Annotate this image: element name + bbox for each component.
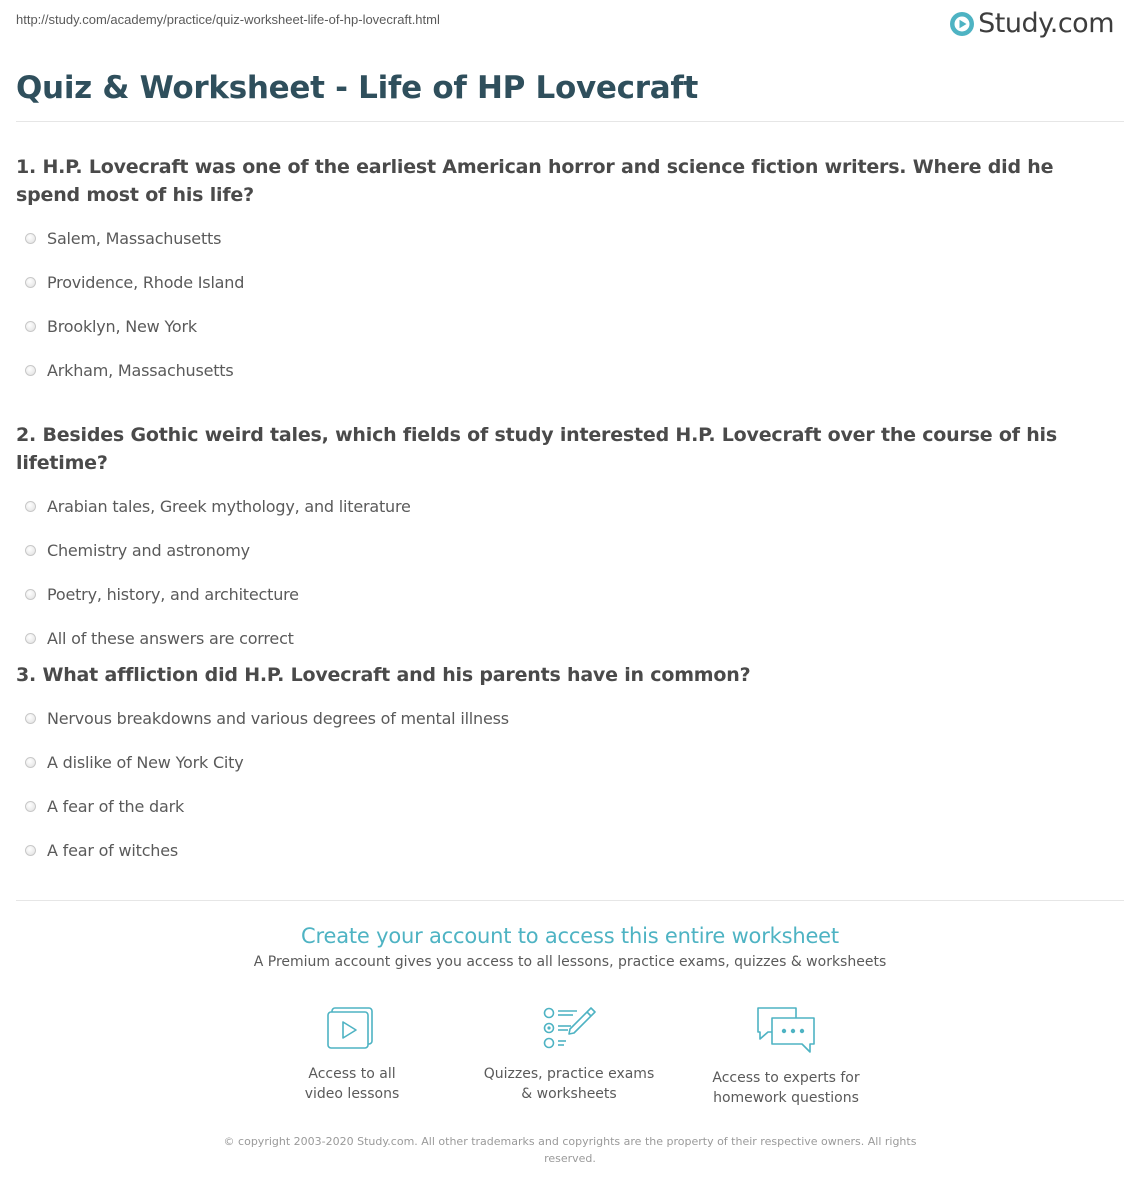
- video-lessons-icon: [325, 1004, 379, 1052]
- radio-button[interactable]: [25, 233, 36, 244]
- option-label: Brooklyn, New York: [47, 317, 197, 336]
- title-divider: [16, 121, 1124, 122]
- radio-button[interactable]: [25, 845, 36, 856]
- question-2: [16, 421, 1121, 661]
- cta-title-link[interactable]: Create your account to access this entire worksheet: [301, 924, 839, 948]
- option-label: Arabian tales, Greek mythology, and literature: [47, 497, 411, 516]
- quiz-checklist-icon: [541, 1004, 597, 1052]
- page-title: Quiz & Worksheet - Life of HP Lovecraft: [16, 70, 699, 106]
- radio-button[interactable]: [25, 501, 36, 512]
- radio-button[interactable]: [25, 589, 36, 600]
- answer-option[interactable]: [16, 217, 1121, 261]
- radio-button[interactable]: [25, 713, 36, 724]
- option-label: Poetry, history, and architecture: [47, 585, 299, 604]
- study-logo[interactable]: [949, 8, 1114, 39]
- feature-label: Access to experts for homework questions: [712, 1070, 860, 1106]
- option-label: Nervous breakdowns and various degrees of mental illness: [47, 709, 509, 728]
- cta-subtitle: A Premium account gives you access to all lessons, practice exams, quizzes & worksheets: [253, 954, 887, 970]
- question-text: 3. What affliction did H.P. Lovecraft and his parents have in common?: [16, 664, 751, 686]
- option-label: Providence, Rhode Island: [47, 273, 245, 292]
- answer-option[interactable]: [16, 617, 1121, 661]
- option-label: Salem, Massachusetts: [47, 229, 222, 248]
- answer-option[interactable]: [16, 349, 1121, 393]
- chat-bubbles-icon: [754, 1004, 818, 1056]
- option-label: A dislike of New York City: [47, 753, 244, 772]
- answer-options: [16, 485, 1121, 661]
- question-1: [16, 153, 1121, 393]
- logo-text: Study.com: [978, 8, 1114, 39]
- question-text: 2. Besides Gothic weird tales, which fields of study interested H.P. Lovecraft over the course of his lifetime?: [16, 424, 1057, 474]
- option-label: A fear of witches: [47, 841, 179, 860]
- question-text: 1. H.P. Lovecraft was one of the earliest American horror and science fiction writers. Where did he spend most of his life?: [16, 156, 1054, 206]
- feature-video-lessons: [252, 1004, 452, 1104]
- page-url: http://study.com/academy/practice/quiz-worksheet-life-of-hp-lovecraft.html: [16, 12, 440, 27]
- answer-option[interactable]: [16, 697, 1121, 741]
- option-label: Chemistry and astronomy: [47, 541, 250, 560]
- section-divider: [16, 900, 1124, 901]
- answer-option[interactable]: [16, 741, 1121, 785]
- radio-button[interactable]: [25, 321, 36, 332]
- answer-option[interactable]: [16, 305, 1121, 349]
- option-label: A fear of the dark: [47, 797, 185, 816]
- feature-experts: [686, 1004, 886, 1108]
- answer-option[interactable]: [16, 485, 1121, 529]
- feature-label: Access to all video lessons: [304, 1066, 400, 1102]
- answer-option[interactable]: [16, 261, 1121, 305]
- radio-button[interactable]: [25, 757, 36, 768]
- radio-button[interactable]: [25, 545, 36, 556]
- answer-options: [16, 697, 1121, 873]
- copyright-notice: © copyright 2003-2020 Study.com. All other trademarks and copyrights are the property of their respective owners. All rights reserved.: [223, 1135, 917, 1165]
- radio-button[interactable]: [25, 277, 36, 288]
- feature-quizzes: [469, 1004, 669, 1104]
- option-label: All of these answers are correct: [47, 629, 294, 648]
- option-label: Arkham, Massachusetts: [47, 361, 234, 380]
- answer-option[interactable]: [16, 573, 1121, 617]
- radio-button[interactable]: [25, 365, 36, 376]
- play-circle-icon: [949, 11, 975, 37]
- radio-button[interactable]: [25, 633, 36, 644]
- question-3: [16, 661, 1121, 873]
- feature-label: Quizzes, practice exams & worksheets: [483, 1066, 655, 1102]
- radio-button[interactable]: [25, 801, 36, 812]
- answer-option[interactable]: [16, 529, 1121, 573]
- answer-option[interactable]: [16, 829, 1121, 873]
- answer-option[interactable]: [16, 785, 1121, 829]
- answer-options: [16, 217, 1121, 393]
